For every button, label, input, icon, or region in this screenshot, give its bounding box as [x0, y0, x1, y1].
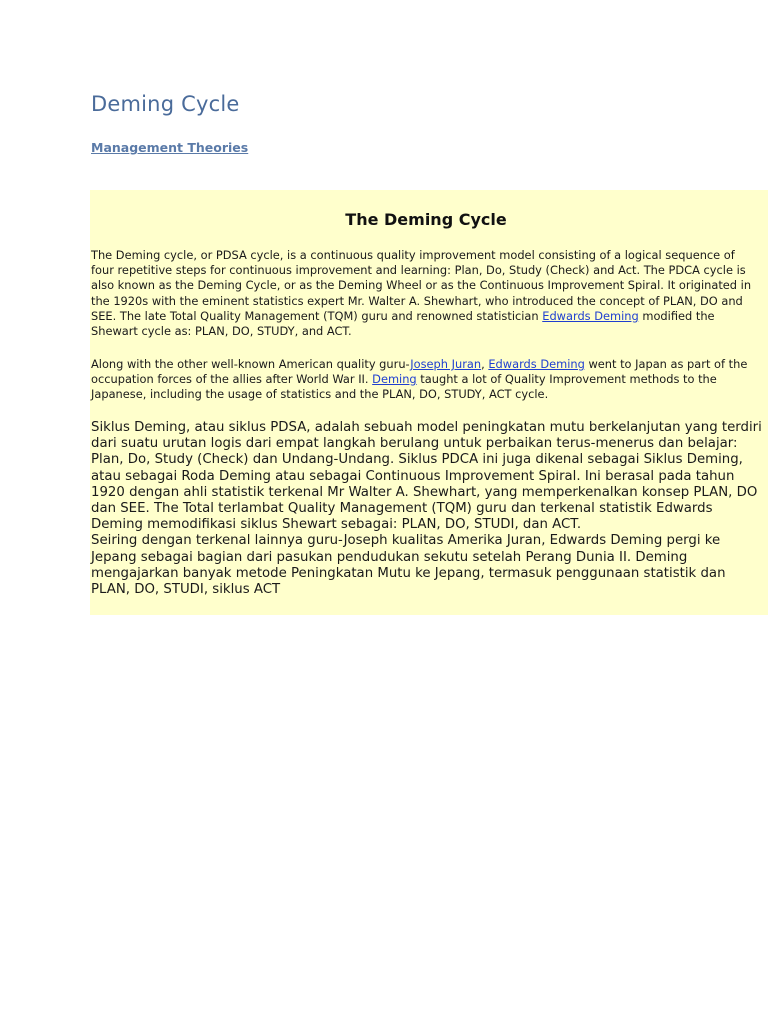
edwards-deming-link-2[interactable]: Edwards Deming	[488, 357, 585, 371]
joseph-juran-link[interactable]: Joseph Juran	[410, 357, 482, 371]
deming-link[interactable]: Deming	[372, 372, 417, 387]
page-title: Deming Cycle	[91, 92, 240, 116]
para2-text-4: taught a lot of Quality Improvement methods to the Japanese, including the usage of statistics and the PLAN, DO, STUDY, ACT cycle.	[91, 372, 717, 402]
indonesian-text-2: Seiring dengan terkenal lainnya guru-Joseph kualitas Amerika Juran, Edwards Deming pergi ke Jepang sebagai bagian dari pasukan pendudukan sekutu setelah Perang Dunia II. Deming mengajarkan banyak metode Peningkatan Mutu ke Jepang, termasuk penggunaan statistik dan PLAN, DO, STUDI, siklus ACT	[91, 533, 726, 598]
edwards-deming-link[interactable]: Edwards Deming	[542, 308, 639, 323]
section-heading: The Deming Cycle	[345, 210, 507, 229]
para1-text-before: The Deming cycle, or PDSA cycle, is a continuous quality improvement model consisting of a logical sequence of four repetitive steps for continuous improvement and learning: Plan, Do, Study (Check) and Act. The PDCA cycle is also known as the Deming Cycle, or as the Deming Wheel or as the Continuous Improvement Spiral. It originated in the 1920s with the eminent statistics expert Mr. Walter A. Shewhart, who introduced the concept of PLAN, DO and SEE. The late Total Quality Management (TQM) guru and renowned statistician	[91, 248, 752, 323]
english-paragraph-1	[91, 248, 761, 339]
content-box	[90, 190, 768, 615]
para2-text-2: ,	[481, 357, 489, 371]
para2-text-1: Along with the other well-known American quality guru-	[91, 357, 411, 371]
para2-text-3: went to Japan as part of the occupation forces of the allies after World War II.	[91, 357, 748, 387]
indonesian-paragraph	[91, 420, 766, 598]
category-link-management-theories[interactable]: Management Theories	[91, 140, 249, 155]
para1-text-after: modified the Shewart cycle as: PLAN, DO, STUDY, and ACT.	[91, 308, 715, 339]
english-paragraph-2	[91, 357, 761, 403]
indonesian-text-1: Siklus Deming, atau siklus PDSA, adalah sebuah model peningkatan mutu berkelanjutan yang terdiri dari suatu urutan logis dari empat langkah berulang untuk perbaikan terus-menerus dan belajar: Plan, Do, Study (Check) dan Undang-Undang. Siklus PDCA ini juga dikenal sebagai Siklus Deming, atau sebagai Roda Deming atau sebagai Continuous Improvement Spiral. Ini berasal pada tahun 1920 dengan ahli statistik terkenal Mr Walter A. Shewhart, yang memperkenalkan konsep PLAN, DO dan SEE. The Total terlambat Quality Management (TQM) guru dan terkenal statistik Edwards Deming memodifikasi siklus Shewart sebagai: PLAN, DO, STUDI, dan ACT.	[91, 420, 762, 533]
